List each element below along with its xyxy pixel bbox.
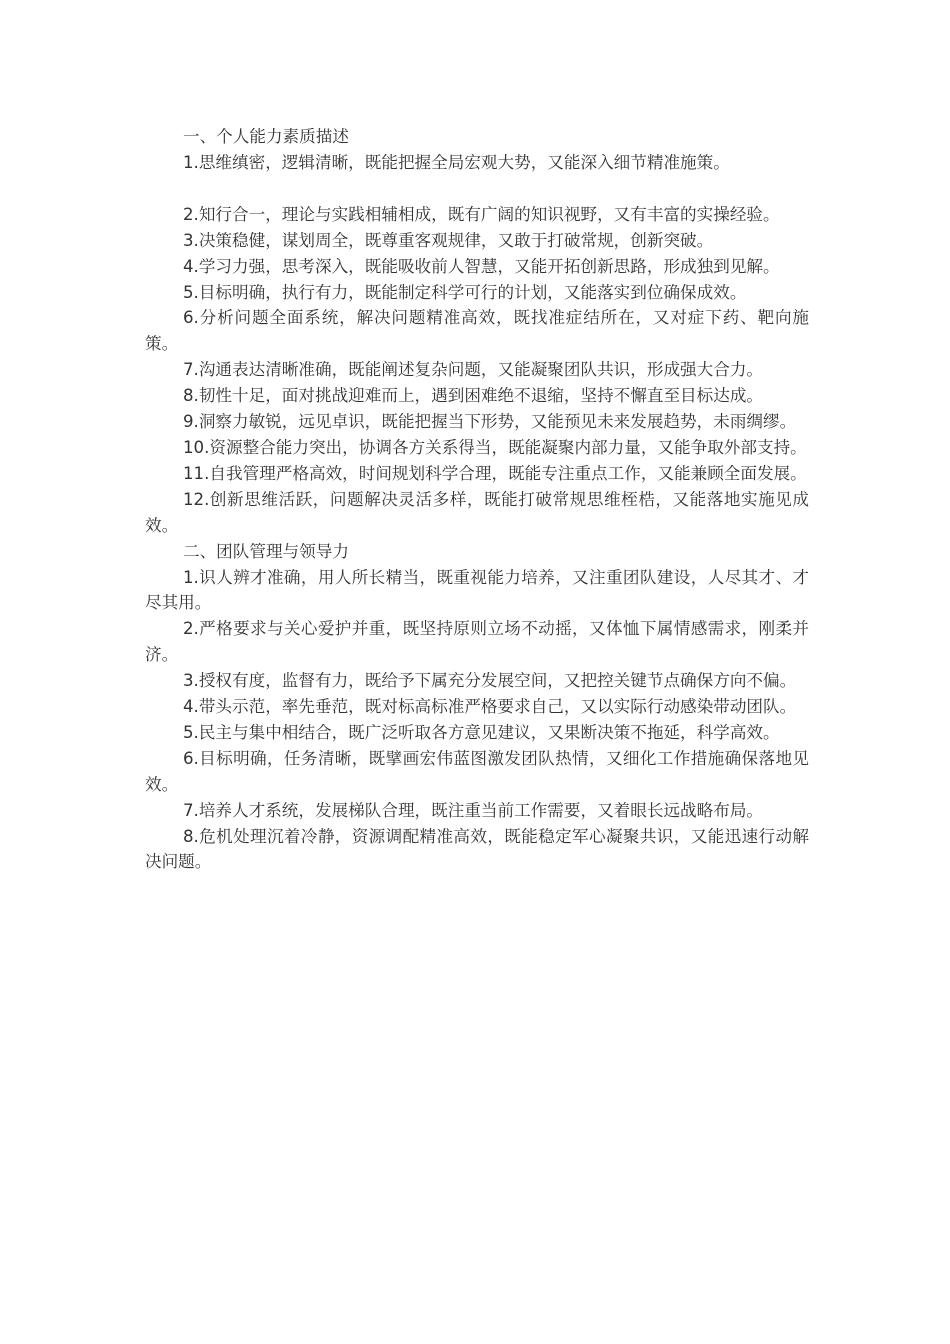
list-item: 11.自我管理严格高效，时间规划科学合理，既能专注重点工作，又能兼顾全面发展。 bbox=[183, 463, 807, 483]
list-item: 7.沟通表达清晰准确，既能阐述复杂问题，又能凝聚团队共识，形成强大合力。 bbox=[183, 360, 764, 380]
list-item: 1.思维缜密，逻辑清晰，既能把握全局宏观大势，又能深入细节精准施策。 bbox=[183, 152, 730, 172]
list-item: 5.民主与集中相结合，既广泛听取各方意见建议，又果断决策不拖延，科学高效。 bbox=[183, 722, 780, 742]
list-item: 2.知行合一，理论与实践相辅相成，既有广阔的知识视野，又有丰富的实操经验。 bbox=[183, 204, 780, 224]
document-page bbox=[145, 124, 809, 875]
list-item: 3.授权有度，监督有力，既给予下属充分发展空间，又把控关键节点确保方向不偏。 bbox=[183, 671, 797, 691]
blank-line bbox=[145, 176, 809, 202]
list-item: 7.培养人才系统，发展梯队合理，既注重当前工作需要，又着眼长远战略布局。 bbox=[183, 800, 764, 820]
list-item: 12.创新思维活跃，问题解决灵活多样，既能打破常规思维桎梏，又能落地实施见成效。 bbox=[145, 489, 809, 535]
list-item: 4.学习力强，思考深入，既能吸收前人智慧，又能开拓创新思路，形成独到见解。 bbox=[183, 256, 780, 276]
list-item: 3.决策稳健，谋划周全，既尊重客观规律，又敢于打破常规，创新突破。 bbox=[183, 230, 714, 250]
section-heading-team-leadership: 二、团队管理与领导力 bbox=[183, 541, 349, 561]
list-item: 6.分析问题全面系统，解决问题精准高效，既找准症结所在，又对症下药、靶向施策。 bbox=[145, 308, 809, 354]
list-item: 6.目标明确，任务清晰，既擘画宏伟蓝图激发团队热情，又细化工作措施确保落地见效。 bbox=[145, 748, 809, 794]
list-item: 9.洞察力敏锐，远见卓识，既能把握当下形势，又能预见未来发展趋势，未雨绸缪。 bbox=[183, 412, 797, 432]
list-item: 8.危机处理沉着冷静，资源调配精准高效，既能稳定军心凝聚共识，又能迅速行动解决问题。 bbox=[145, 826, 809, 872]
list-item: 4.带头示范，率先垂范，既对标高标准严格要求自己，又以实际行动感染带动团队。 bbox=[183, 697, 797, 717]
list-item: 5.目标明确，执行有力，既能制定科学可行的计划，又能落实到位确保成效。 bbox=[183, 282, 747, 302]
list-item: 1.识人辨才准确，用人所长精当，既重视能力培养，又注重团队建设，人尽其才、才尽其用。 bbox=[145, 567, 809, 613]
list-item: 2.严格要求与关心爱护并重，既坚持原则立场不动摇，又体恤下属情感需求，刚柔并济。 bbox=[145, 619, 809, 665]
section-heading-personal-ability: 一、个人能力素质描述 bbox=[183, 127, 349, 146]
list-item: 8.韧性十足，面对挑战迎难而上，遇到困难绝不退缩，坚持不懈直至目标达成。 bbox=[183, 386, 764, 406]
list-item: 10.资源整合能力突出，协调各方关系得当，既能凝聚内部力量，又能争取外部支持。 bbox=[183, 437, 807, 457]
